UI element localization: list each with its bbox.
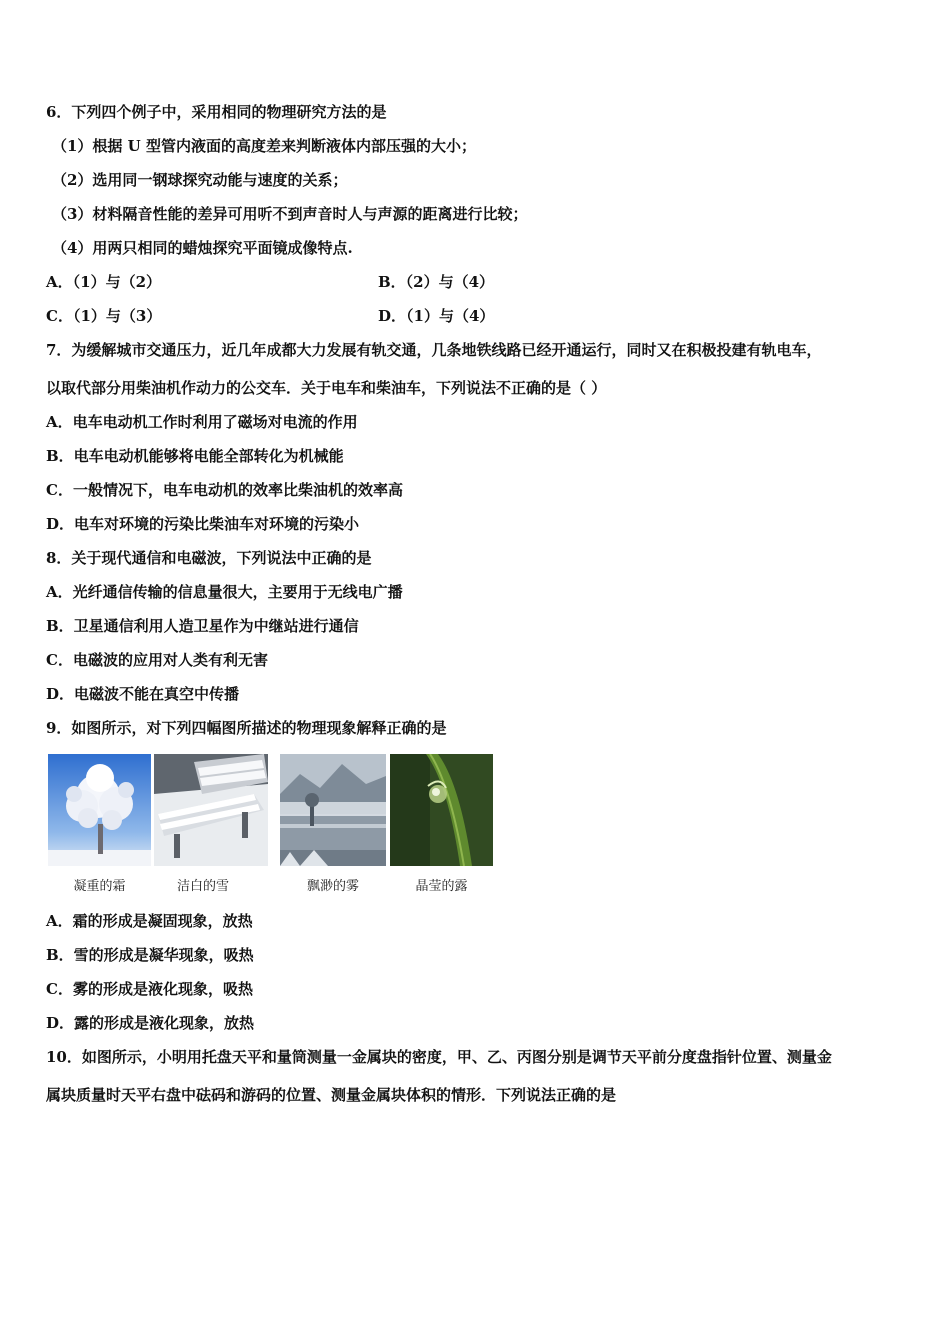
q8-option-b: B．卫星通信利用人造卫星作为中继站进行通信 <box>46 617 359 635</box>
caption-frost: 凝重的霜 <box>73 879 126 894</box>
caption-dew: 晶莹的露 <box>415 879 468 894</box>
q6-item-1: （1）根据 U 型管内液面的高度差来判断液体内部压强的大小； <box>52 137 476 155</box>
q7-option-b: B．电车电动机能够将电能全部转化为机械能 <box>46 447 344 465</box>
q9-stem: 9．如图所示，对下列四幅图所描述的物理现象解释正确的是 <box>46 719 447 737</box>
caption-snow: 洁白的雪 <box>176 879 229 894</box>
q9-option-a: A．霜的形成是凝固现象，放热 <box>46 912 253 930</box>
dew-photo <box>390 754 493 866</box>
q9-option-c: C．雾的形成是液化现象，吸热 <box>46 980 253 998</box>
q6-option-b: B．（2）与（4） <box>378 273 495 291</box>
q10-stem-line2: 属块质量时天平右盘中砝码和游码的位置、测量金属块体积的情形．下列说法正确的是 <box>46 1086 617 1104</box>
q6-item-2: （2）选用同一钢球探究动能与速度的关系； <box>52 171 348 189</box>
snow-photo <box>154 754 268 866</box>
q9-option-b: B．雪的形成是凝华现象，吸热 <box>46 946 254 964</box>
q8-option-d: D．电磁波不能在真空中传播 <box>46 685 240 703</box>
q8-stem: 8．关于现代通信和电磁波，下列说法中正确的是 <box>46 549 372 567</box>
q9-option-d: D．露的形成是液化现象，放热 <box>46 1014 255 1032</box>
q7-option-d: D．电车对环境的污染比柴油车对环境的污染小 <box>46 515 360 533</box>
q8-option-c: C．电磁波的应用对人类有利无害 <box>46 651 268 669</box>
q7-stem-line1: 7．为缓解城市交通压力，近几年成都大力发展有轨交通，几条地铁线路已经开通运行，同时又在积极投建有轨电车， <box>46 341 822 359</box>
caption-fog: 飘渺的雾 <box>306 879 359 894</box>
q6-stem: 6．下列四个例子中，采用相同的物理研究方法的是 <box>46 103 387 121</box>
q7-stem-line2: 以取代部分用柴油机作动力的公交车．关于电车和柴油车，下列说法不正确的是（ ） <box>46 379 607 397</box>
q6-option-c: C．（1）与（3） <box>46 307 162 325</box>
q7-option-a: A．电车电动机工作时利用了磁场对电流的作用 <box>46 413 358 431</box>
q7-option-c: C．一般情况下，电车电动机的效率比柴油机的效率高 <box>46 481 403 499</box>
frost-photo <box>48 754 151 866</box>
q6-option-d: D．（1）与（4） <box>378 307 495 325</box>
q8-option-a: A．光纤通信传输的信息量很大，主要用于无线电广播 <box>46 583 403 601</box>
q6-item-3: （3）材料隔音性能的差异可用听不到声音时人与声源的距离进行比较； <box>52 205 528 223</box>
q6-option-a: A．（1）与（2） <box>46 273 162 291</box>
q6-item-4: （4）用两只相同的蜡烛探究平面镜成像特点. <box>52 239 353 257</box>
fog-photo <box>280 754 386 866</box>
q10-stem-line1: 10．如图所示，小明用托盘天平和量筒测量一金属块的密度，甲、乙、丙图分别是调节天平前分度盘指针位置、测量金 <box>46 1048 832 1066</box>
